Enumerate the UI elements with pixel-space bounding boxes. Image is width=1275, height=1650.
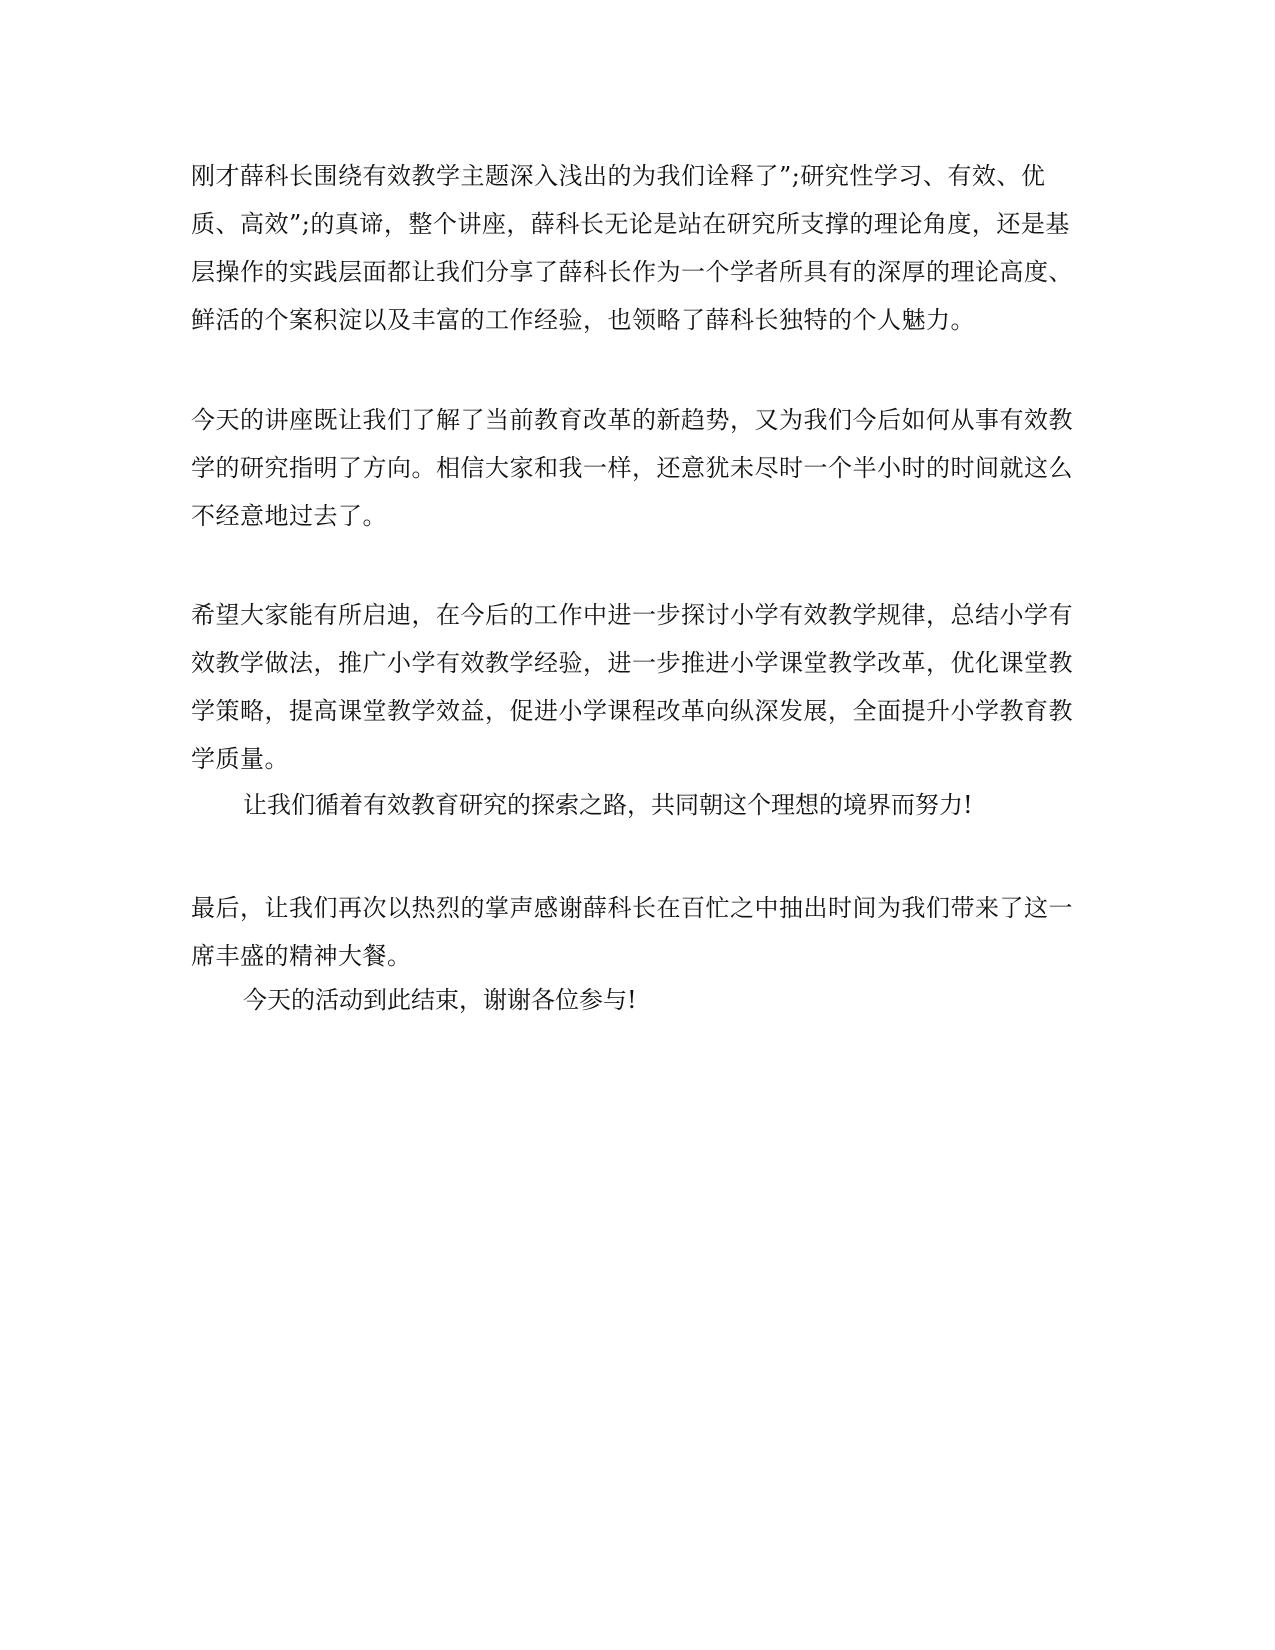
paragraph-call-to-action: 让我们循着有效教育研究的探索之路，共同朝这个理想的境界而努力! — [243, 791, 973, 819]
paragraph-hopes: 希望大家能有所启迪，在今后的工作中进一步探讨小学有效教学规律，总结小学有效教学做法，推广小学有效教学经验，进一步推进小学课堂教学改革，优化课堂教学策略，提高课堂教学效益，促进小学课程改革向纵深发展，全面提升小学教育教学质量。 — [191, 601, 1073, 773]
paragraph-closing: 今天的活动到此结束，谢谢各位参与! — [243, 986, 637, 1014]
paragraph-lecture-significance: 今天的讲座既让我们了解了当前教育改革的新趋势，又为我们今后如何从事有效教学的研究指明了方向。相信大家和我一样，还意犹未尽时一个半小时的时间就这么不经意地过去了。 — [191, 406, 1073, 530]
paragraph-lecture-summary: 刚才薛科长围绕有效教学主题深入浅出的为我们诠释了”;研究性学习、有效、优质、高效”;的真谛，整个讲座，薛科长无论是站在研究所支撑的理论角度，还是基层操作的实践层面都让我们分享了薛科长作为一个学者所具有的深厚的理论高度、鲜活的个案积淀以及丰富的工作经验，也领略了薛科长独特的个人魅力。 — [191, 162, 1073, 334]
paragraph-thanks: 最后，让我们再次以热烈的掌声感谢薛科长在百忙之中抽出时间为我们带来了这一席丰盛的精神大餐。 — [191, 894, 1073, 970]
